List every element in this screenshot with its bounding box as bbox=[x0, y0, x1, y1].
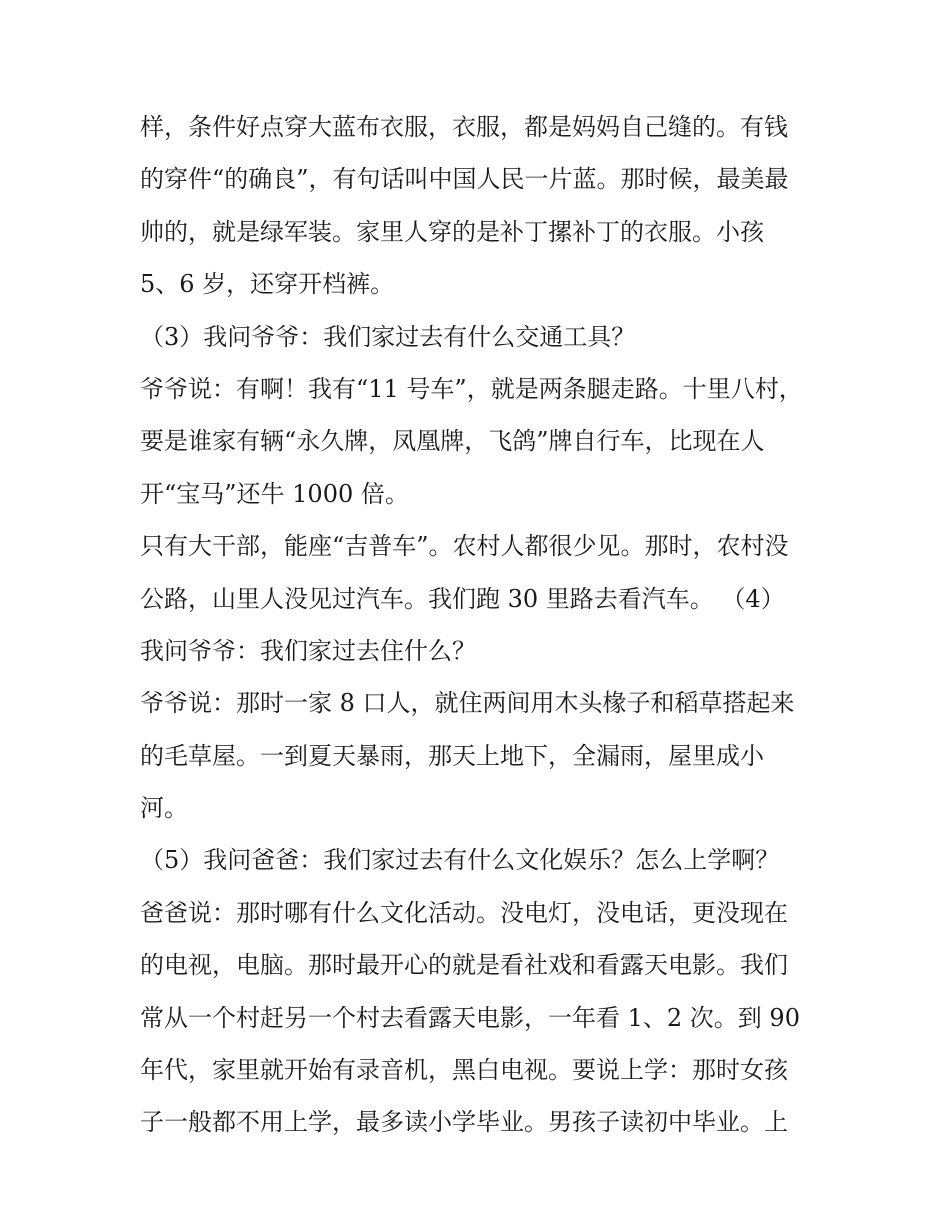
text-line: 帅的，就是绿军装。家里人穿的是补丁摞补丁的衣服。小孩 bbox=[140, 217, 764, 246]
text-line: 样，条件好点穿大蓝布衣服，衣服，都是妈妈自己缝的。有钱 bbox=[140, 113, 788, 141]
text-line: 子一般都不用上学，最多读小学毕业。男孩子读初中毕业。上 bbox=[140, 1108, 788, 1137]
text-line: 的毛草屋。一到夏天暴雨，那天上地下，全漏雨，屋里成小 bbox=[140, 741, 764, 770]
text-line: 常从一个村赶另一个村去看露天电影，一年看 1、2 次。到 90 bbox=[140, 1003, 800, 1032]
text-line: 爷爷说：那时一家 8 口人，就住两间用木头椽子和稻草搭起来 bbox=[140, 689, 795, 718]
text-line: （3）我问爷爷：我们家过去有什么交通工具？ bbox=[140, 322, 636, 351]
text-line: 的电视，电脑。那时最开心的就是看社戏和看露天电影。我们 bbox=[140, 951, 788, 980]
text-line: 爸爸说：那时哪有什么文化活动。没电灯，没电话，更没现在 bbox=[140, 898, 788, 927]
document-page bbox=[140, 101, 820, 1149]
text-line: 只有大干部，能座“吉普车”。农村人都很少见。那时，农村没 bbox=[140, 532, 789, 561]
text-line: 要是谁家有辆“永久牌，凤凰牌，飞鸽”牌自行车，比现在人 bbox=[140, 427, 765, 456]
text-line: 5、6 岁，还穿开档裤。 bbox=[140, 270, 395, 299]
text-line: 我问爷爷：我们家过去住什么？ bbox=[140, 636, 476, 665]
text-line: 公路，山里人没见过汽车。我们跑 30 里路去看汽车。 （4） bbox=[140, 584, 785, 613]
text-line: 的穿件“的确良”，有句话叫中国人民一片蓝。那时候，最美最 bbox=[140, 165, 789, 194]
text-line: 河。 bbox=[140, 794, 188, 823]
text-line: （5）我问爸爸：我们家过去有什么文化娱乐？怎么上学啊？ bbox=[140, 846, 780, 875]
text-line: 爷爷说：有啊！我有“11 号车”，就是两条腿走路。十里八村， bbox=[140, 374, 803, 403]
text-line: 开“宝马”还牛 1000 倍。 bbox=[140, 479, 409, 508]
text-line: 年代，家里就开始有录音机，黑白电视。要说上学：那时女孩 bbox=[140, 1056, 788, 1085]
